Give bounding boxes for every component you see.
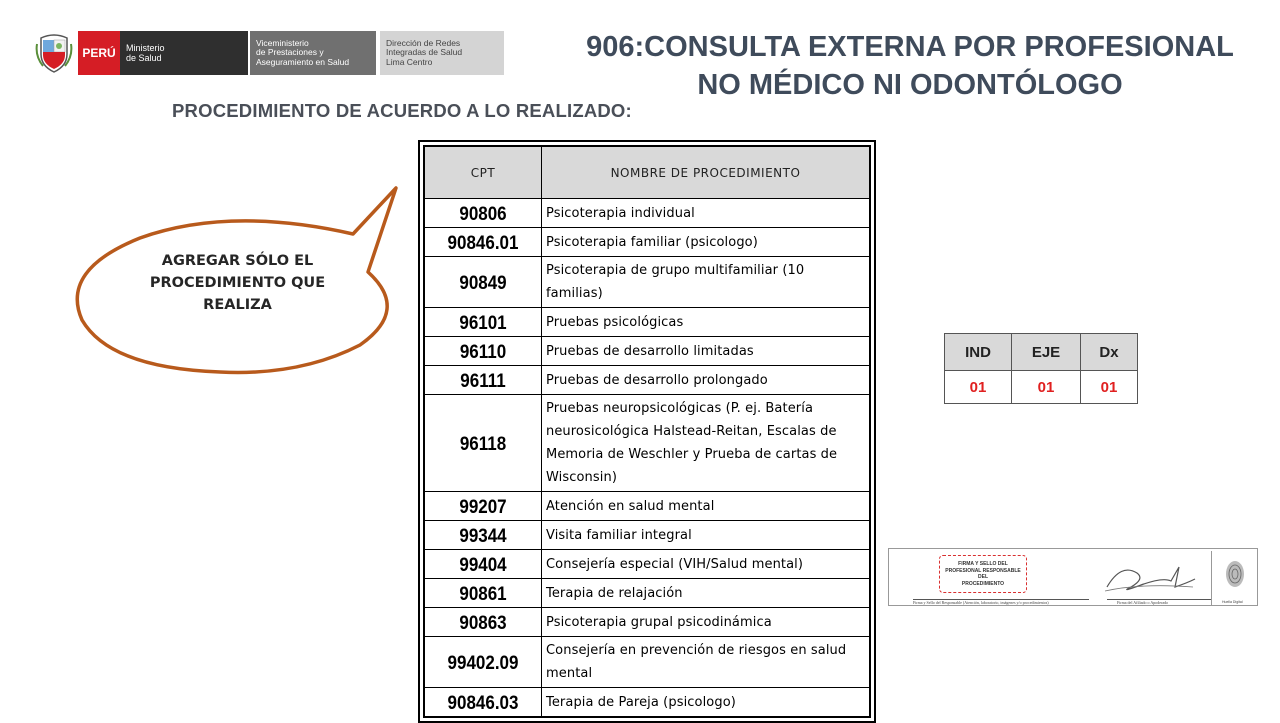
table-row	[425, 199, 870, 228]
vice-line-2: de Prestaciones y	[256, 47, 324, 58]
table-row	[425, 337, 870, 366]
vice-ministry-name	[250, 31, 376, 75]
table-row	[425, 395, 870, 492]
dx-value: 01	[1081, 371, 1138, 404]
cpt-code: 96118	[425, 387, 542, 499]
table-row	[425, 550, 870, 579]
cpt-code: 90849	[425, 253, 542, 312]
procedure-name: Pruebas de desarrollo limitadas	[542, 337, 870, 366]
stamp-line-1: FIRMA Y SELLO DEL	[958, 561, 1008, 567]
column-header-ind: IND	[945, 334, 1012, 371]
table-row	[425, 608, 870, 637]
cpt-code: 99404	[425, 547, 542, 580]
table-row	[425, 521, 870, 550]
fingerprint-icon	[1224, 559, 1246, 589]
table-row	[425, 688, 870, 717]
responsible-stamp	[939, 555, 1027, 593]
procedure-name: Terapia de Pareja (psicologo)	[542, 688, 870, 717]
procedure-name: Pruebas de desarrollo prolongado	[542, 366, 870, 395]
vice-line-3: Aseguramiento en Salud	[256, 56, 350, 67]
procedures-table-frame	[418, 140, 876, 723]
procedure-name: Psicoterapia de grupo multifamiliar (10 familias)	[542, 257, 870, 308]
cpt-code: 96111	[425, 363, 542, 396]
cpt-code: 96101	[425, 305, 542, 338]
cpt-code: 99402.09	[425, 633, 542, 692]
bubble-line-2: PROCEDIMIENTO QUE	[149, 275, 326, 291]
diagnosis-value-row	[945, 371, 1138, 404]
cpt-code: 90863	[425, 605, 542, 638]
fingerprint-box	[1211, 551, 1258, 605]
column-header-cpt: CPT	[425, 147, 542, 199]
cpt-code: 90846.03	[425, 685, 542, 718]
cpt-code: 90806	[425, 196, 542, 229]
cpt-code: 90846.01	[425, 225, 542, 258]
fingerprint-caption: Huella Digital	[1222, 600, 1243, 604]
procedure-name: Psicoterapia individual	[542, 199, 870, 228]
directorate-name	[380, 31, 504, 75]
procedure-name: Pruebas neuropsicológicas (P. ej. Batería neurosicológica Halstead-Reitan, Escalas de Memoria de Weschler y Prueba de cartas de Wisconsin)	[542, 395, 870, 492]
signature-strip	[888, 548, 1258, 606]
procedure-name: Psicoterapia grupal psicodinámica	[542, 608, 870, 637]
title-line-2: NO MÉDICO NI ODONTÓLOGO	[697, 69, 1123, 101]
procedure-name: Atención en salud mental	[542, 492, 870, 521]
stamp-line-2: PROFESIONAL RESPONSABLE DEL	[945, 567, 1021, 580]
table-row	[425, 228, 870, 257]
ministry-line-2: de Salud	[126, 53, 162, 63]
eje-value: 01	[1012, 371, 1081, 404]
bubble-line-3: REALIZA	[203, 297, 272, 313]
table-row	[425, 579, 870, 608]
table-row	[425, 637, 870, 688]
signature-caption-left: Firma y Sello del Responsable (Atención, laboratorio, imágenes y/o procedimientos)	[913, 600, 1049, 605]
column-header-eje: EJE	[1012, 334, 1081, 371]
dir-line-2: Integradas de Salud	[386, 47, 463, 58]
procedure-name: Pruebas psicológicas	[542, 308, 870, 337]
procedure-name: Consejería especial (VIH/Salud mental)	[542, 550, 870, 579]
procedure-name: Visita familiar integral	[542, 521, 870, 550]
ind-value: 01	[945, 371, 1012, 404]
vice-line-1: Viceministerio	[256, 37, 309, 48]
speech-bubble-text	[120, 250, 355, 316]
section-subtitle: PROCEDIMIENTO DE ACUERDO A LO REALIZADO:	[172, 100, 632, 121]
column-header-name: NOMBRE DE PROCEDIMIENTO	[542, 147, 870, 199]
cpt-code: 99344	[425, 518, 542, 551]
handwritten-signature-icon	[1101, 557, 1197, 597]
coat-of-arms-icon	[34, 31, 74, 75]
procedure-name: Terapia de relajación	[542, 579, 870, 608]
table-row	[425, 492, 870, 521]
diagnosis-header-row	[945, 334, 1138, 371]
cpt-code: 99207	[425, 489, 542, 522]
table-row	[425, 257, 870, 308]
cpt-code: 96110	[425, 334, 542, 367]
bubble-line-1: AGREGAR SÓLO EL	[161, 253, 314, 269]
table-row	[425, 308, 870, 337]
column-header-dx: Dx	[1081, 334, 1138, 371]
title-line-1: 906:CONSULTA EXTERNA POR PROFESIONAL	[586, 31, 1234, 63]
procedure-name: Psicoterapia familiar (psicologo)	[542, 228, 870, 257]
peru-brand	[78, 31, 120, 75]
stamp-line-3: PROCEDIMIENTO	[961, 580, 1005, 587]
ministry-name	[120, 31, 248, 75]
page-title	[540, 28, 1280, 104]
peru-label: PERÚ	[82, 46, 116, 60]
dir-line-1: Dirección de Redes	[386, 37, 461, 48]
ministry-logo-bar	[34, 31, 504, 75]
procedure-name: Consejería en prevención de riesgos en salud mental	[542, 637, 870, 688]
procedures-table	[424, 146, 870, 717]
cpt-code: 90861	[425, 576, 542, 609]
signature-caption-middle: Firma del Afiliado o Apoderado	[1117, 600, 1169, 605]
diagnosis-table	[944, 333, 1138, 404]
ministry-line-1: Ministerio	[126, 43, 165, 53]
table-header-row	[425, 147, 870, 199]
dir-line-3: Lima Centro	[386, 56, 433, 67]
